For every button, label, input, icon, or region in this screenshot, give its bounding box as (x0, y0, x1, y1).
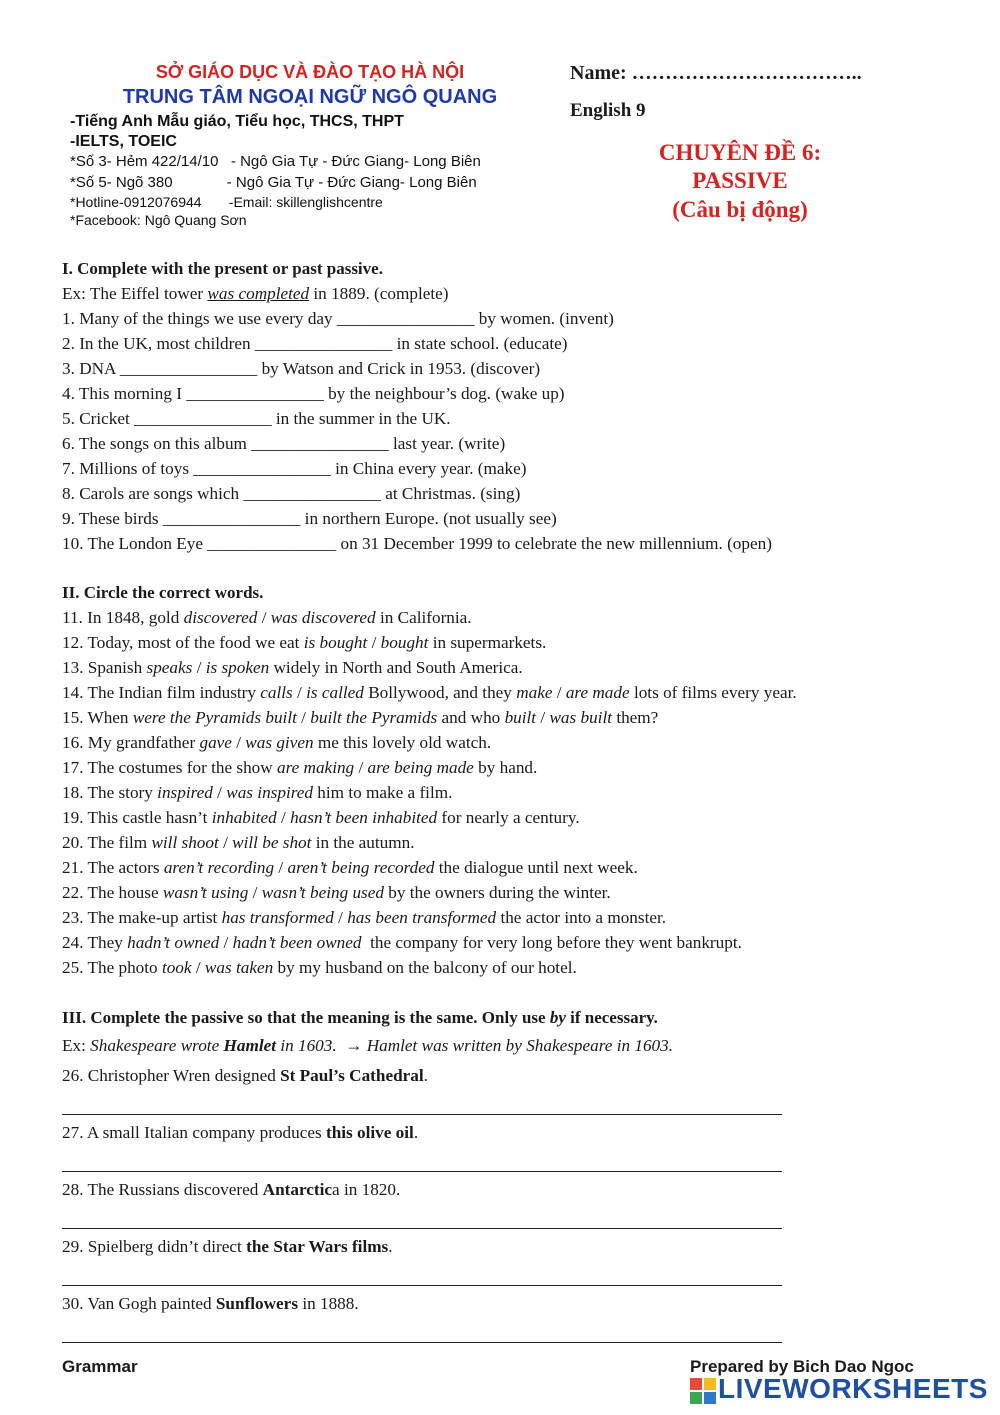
choice-option[interactable]: were the Pyramids built (132, 708, 297, 727)
exercise-1-item: 7. Millions of toys ________________ in China every year. (make) (62, 459, 527, 478)
choice-option[interactable]: has transformed (221, 908, 334, 927)
choice-option[interactable]: gave (199, 733, 232, 752)
org-line-1: SỞ GIÁO DỤC VÀ ĐÀO TẠO HÀ NỘI (155, 62, 465, 82)
liveworksheets-logo-icon (690, 1378, 716, 1404)
choice-option[interactable]: hasn’t been inhabited (290, 808, 438, 827)
exercise-2-item: 19. This castle hasn’t inhabited / hasn’t been inhabited for nearly a century. (62, 808, 580, 827)
choice-option[interactable]: is spoken (205, 658, 270, 677)
choice-option[interactable]: aren’t recording (163, 858, 275, 877)
answer-line[interactable] (62, 1342, 782, 1343)
section-3-example: Ex: Shakespeare wrote Hamlet in 1603. → Hamlet was written by Shakespeare in 1603. (62, 1036, 674, 1055)
exercise-2-item: 14. The Indian film industry calls / is called Bollywood, and they make / are made lots of films every year. (62, 683, 797, 702)
choice-option[interactable]: took (161, 958, 192, 977)
choice-option[interactable]: wasn’t using (162, 883, 249, 902)
exercise-2-item: 17. The costumes for the show are making / are being made by hand. (62, 758, 538, 777)
choice-option[interactable]: has been transformed (347, 908, 497, 927)
exercise-2-item: 25. The photo took / was taken by my husband on the balcony of our hotel. (62, 958, 577, 977)
exercise-2-item: 15. When were the Pyramids built / built the Pyramids and who built / was built them? (62, 708, 659, 727)
choice-option[interactable]: bought (380, 633, 429, 652)
exercise-1-item: 2. In the UK, most children ________________ in state school. (educate) (62, 334, 568, 353)
choice-option[interactable]: calls (260, 683, 293, 702)
choice-option[interactable]: aren’t being recorded (287, 858, 435, 877)
exercise-1-item: 9. These birds ________________ in northern Europe. (not usually see) (62, 509, 557, 528)
choice-option[interactable]: was given (245, 733, 314, 752)
exercise-3-item: 26. Christopher Wren designed St Paul’s Cathedral. (62, 1066, 428, 1085)
choice-option[interactable]: make (516, 683, 553, 702)
exercise-2-item: 18. The story inspired / was inspired him to make a film. (62, 783, 453, 802)
choice-option[interactable]: wasn’t being used (261, 883, 384, 902)
exercise-3-item: 30. Van Gogh painted Sunflowers in 1888. (62, 1294, 359, 1313)
arrow-icon: → (345, 1036, 363, 1055)
address-line-1: *Số 3- Hẻm 422/14/10 - Ngô Gia Tự - Đức Giang- Long Biên (70, 153, 481, 170)
section-2-title: II. Circle the correct words. (62, 583, 264, 602)
exercise-2-item: 16. My grandfather gave / was given me this lovely old watch. (62, 733, 492, 752)
choice-option[interactable]: discovered (183, 608, 258, 627)
choice-option[interactable]: will shoot (151, 833, 219, 852)
exercise-3-item: 27. A small Italian company produces this olive oil. (62, 1123, 419, 1142)
exercise-2-item: 11. In 1848, gold discovered / was discovered in California. (62, 608, 472, 627)
section-1-title: I. Complete with the present or past passive. (62, 259, 383, 278)
answer-line[interactable] (62, 1228, 782, 1229)
answer-line[interactable] (62, 1114, 782, 1115)
choice-option[interactable]: was built (549, 708, 613, 727)
answer-line[interactable] (62, 1171, 782, 1172)
exercise-2-item: 12. Today, most of the food we eat is bought / bought in supermarkets. (62, 633, 547, 652)
exercise-2-item: 21. The actors aren’t recording / aren’t being recorded the dialogue until next week. (62, 858, 638, 877)
address-line-2: *Số 5- Ngõ 380 - Ngô Gia Tự - Đức Giang- Long Biên (70, 174, 477, 191)
section-3-title: III. Complete the passive so that the meaning is the same. Only use by if necessary. (62, 1008, 658, 1027)
name-field-label: Name: …………………………….. (570, 62, 862, 84)
exercise-1-item: 3. DNA ________________ by Watson and Crick in 1953. (discover) (62, 359, 541, 378)
exercise-2-item: 13. Spanish speaks / is spoken widely in North and South America. (62, 658, 523, 677)
choice-option[interactable]: inspired (157, 783, 213, 802)
exercise-1-item: 10. The London Eye _______________ on 31 December 1999 to celebrate the new millennium. (open) (62, 534, 772, 553)
exercise-1-item: 5. Cricket ________________ in the summer in the UK. (62, 409, 451, 428)
exercise-3-item: 29. Spielberg didn’t direct the Star Wars films. (62, 1237, 393, 1256)
choice-option[interactable]: is called (306, 683, 364, 702)
topic-title-2: PASSIVE (692, 168, 788, 193)
exercise-2-item: 24. They hadn’t owned / hadn’t been owned the company for very long before they went bankrupt. (62, 933, 742, 952)
choice-option[interactable]: are made (565, 683, 630, 702)
choice-option[interactable]: was taken (204, 958, 274, 977)
hotline-line: *Hotline-0912076944 -Email: skillenglishcentre (70, 194, 383, 210)
choice-option[interactable]: is bought (303, 633, 368, 652)
exercise-3-item: 28. The Russians discovered Antarctica in 1820. (62, 1180, 401, 1199)
choice-option[interactable]: hadn’t owned (127, 933, 220, 952)
choice-option[interactable]: built (504, 708, 537, 727)
answer-line[interactable] (62, 1285, 782, 1286)
facebook-line: *Facebook: Ngô Quang Sơn (70, 212, 247, 228)
footer-author: Prepared by Bich Dao Ngoc (690, 1357, 914, 1376)
exercise-2-item: 23. The make-up artist has transformed / has been transformed the actor into a monster. (62, 908, 667, 927)
exercise-2-item: 22. The house wasn’t using / wasn’t being used by the owners during the winter. (62, 883, 611, 902)
topic-title-3: (Câu bị động) (672, 197, 808, 222)
liveworksheets-logo: LIVEWORKSHEETS (718, 1373, 988, 1404)
choice-option[interactable]: built the Pyramids (310, 708, 438, 727)
footer-grammar: Grammar (62, 1357, 138, 1376)
exercise-2-item: 20. The film will shoot / will be shot in the autumn. (62, 833, 415, 852)
class-label: English 9 (570, 100, 646, 121)
topic-title-1: CHUYÊN ĐỀ 6: (658, 140, 822, 165)
exercise-1-item: 4. This morning I ________________ by the neighbour’s dog. (wake up) (62, 384, 565, 403)
exercise-1-item: 8. Carols are songs which ________________ at Christmas. (sing) (62, 484, 521, 503)
choice-option[interactable]: are being made (367, 758, 474, 777)
choice-option[interactable]: are making (276, 758, 355, 777)
levels-line-1: -Tiếng Anh Mẫu giáo, Tiểu học, THCS, THPT (70, 113, 404, 130)
choice-option[interactable]: speaks (146, 658, 193, 677)
choice-option[interactable]: inhabited (211, 808, 277, 827)
exercise-1-item: 6. The songs on this album ________________ last year. (write) (62, 434, 506, 453)
choice-option[interactable]: will be shot (232, 833, 312, 852)
choice-option[interactable]: hadn’t been owned (232, 933, 362, 952)
section-1-example: Ex: The Eiffel tower was completed in 1889. (complete) (62, 284, 449, 303)
levels-line-2: -IELTS, TOEIC (70, 133, 177, 150)
choice-option[interactable]: was discovered (270, 608, 376, 627)
choice-option[interactable]: was inspired (226, 783, 313, 802)
exercise-1-item: 1. Many of the things we use every day ________________ by women. (invent) (62, 309, 614, 328)
org-line-2: TRUNG TÂM NGOẠI NGỮ NGÔ QUANG (122, 86, 498, 108)
